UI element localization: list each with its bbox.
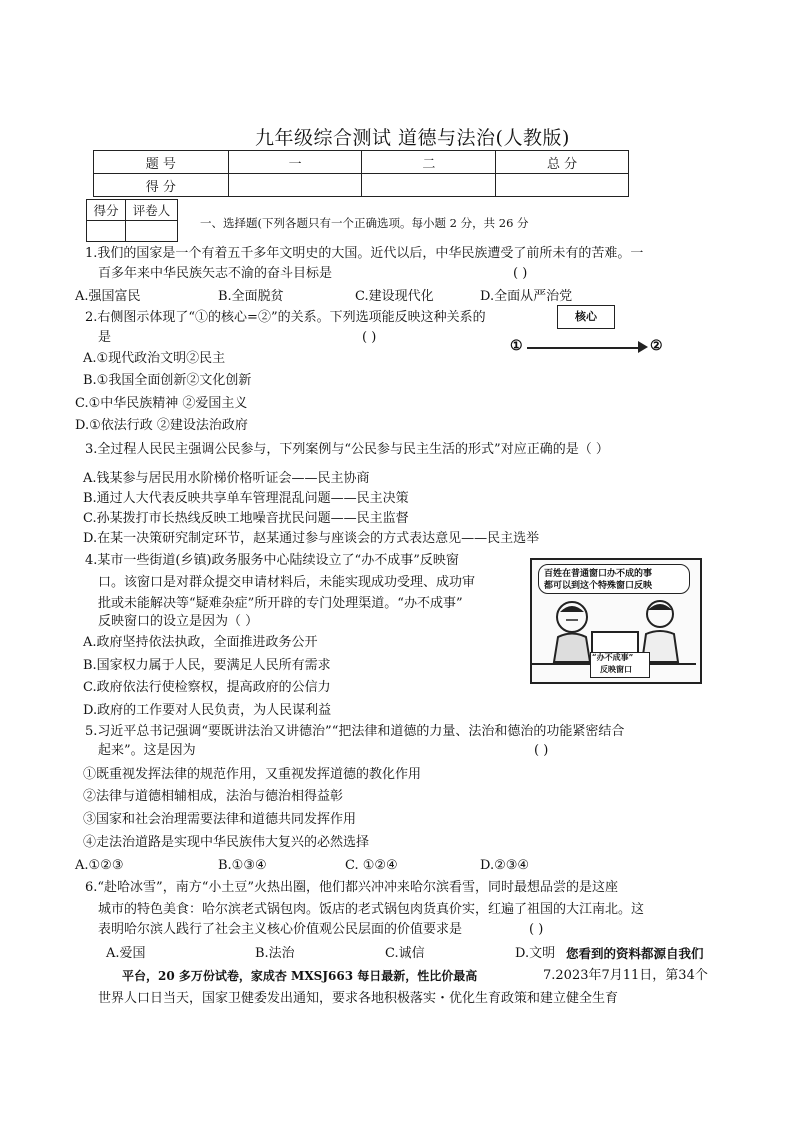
question-text: 表明哈尔滨人践行了社会主义核心价值观公民层面的价值要求是 (98, 922, 463, 937)
question-text: 世界人口日当天，国家卫健委发出通知，要求各地积极落实・优化生育政策和建立健全生育 (98, 991, 619, 1006)
score-cell: 总 分 (496, 151, 629, 174)
statement-item: ④走法治道路是实现中华民族伟大复兴的必然选择 (83, 835, 370, 850)
score-table (93, 150, 629, 197)
cartoon-image (530, 558, 702, 684)
score-cell: 题 号 (94, 151, 229, 174)
option-b: B.通过人大代表反映共享单车管理混乱问题——民主决策 (83, 491, 409, 506)
watermark-text: 平台，20 多万份试卷，家成杏 MXSJ663 每日最新，性比价最高 (122, 969, 478, 983)
answer-paren: ( ) (513, 266, 528, 281)
score-cell: 得 分 (94, 174, 229, 197)
grader-table (86, 199, 178, 242)
watermark-text: 您看到的资料都源自我们 (566, 946, 704, 961)
arrow-head-icon (638, 341, 648, 353)
question-text: 城市的特色美食：哈尔滨老式锅包肉。饭店的老式锅包肉货真价实，红遍了祖国的大江南北。这 (98, 902, 645, 917)
question-text: 5.习近平总书记强调“要既讲法治又讲德治”“把法律和道德的力量、法治和德治的功能紧密结合 (85, 724, 625, 739)
score-input-cell[interactable] (362, 174, 496, 197)
cartoon-caption: 百姓在普通窗口办不成的事 (544, 569, 653, 579)
option-b: B.全面脱贫 (218, 289, 284, 304)
core-relation-diagram (505, 305, 675, 360)
question-text: 百多年来中华民族矢志不渝的奋斗目标是 (98, 266, 333, 281)
cartoon-caption: 都可以到这个特殊窗口反映 (544, 581, 653, 591)
option-d: D.文明 (515, 946, 556, 961)
grader-label-reviewer: 评卷人 (126, 200, 178, 221)
option-c: C.孙某拨打市长热线反映工地噪音扰民问题——民主监督 (83, 511, 409, 526)
option-d: D.在某一决策研究制定环节，赵某通过参与座谈会的方式表达意见——民主选举 (83, 531, 540, 546)
option-a: A.强国富民 (75, 289, 141, 304)
question-text: 3.全过程人民民主强调公民参与，下列案例与“公民参与民主生活的形式”对应正确的是（ ） (85, 442, 609, 457)
statement-item: ③国家和社会治理需要法律和道德共同发挥作用 (83, 812, 357, 827)
question-text: 1.我们的国家是一个有着五千多年文明史的大国。近代以后，中华民族遭受了前所未有的苦难。一 (85, 246, 644, 261)
grader-input-cell[interactable] (87, 221, 126, 242)
score-table-row (94, 174, 629, 197)
arrow-line (527, 347, 642, 349)
diagram-node-1: ① (510, 338, 523, 354)
option-a: A.政府坚持依法执政，全面推进政务公开 (83, 635, 318, 650)
window-sign-text: “办不成事” (592, 652, 634, 662)
question-text: 是 (98, 330, 112, 345)
page-title: 九年级综合测试 道德与法治(人教版) (255, 127, 570, 149)
grader-row (87, 200, 178, 221)
option-c: C.政府依法行使检察权，提高政府的公信力 (83, 680, 331, 695)
option-c: C.建设现代化 (355, 289, 434, 304)
option-b: B.法治 (255, 946, 295, 961)
grader-input-cell[interactable] (126, 221, 178, 242)
option-a: A.爱国 (106, 946, 146, 961)
option-a: A.①现代政治文明②民主 (83, 351, 226, 366)
score-cell: 一 (228, 151, 362, 174)
question-text: 2.右侧图示体现了“①的核心=②”的关系。下列选项能反映这种关系的 (85, 310, 486, 325)
question-text: 批或未能解决等“疑难杂症”所开辟的专门处理渠道。“办不成事” (98, 596, 463, 611)
statement-item: ①既重视发挥法律的规范作用，又重视发挥道德的教化作用 (83, 767, 422, 782)
score-cell: 二 (362, 151, 496, 174)
option-b: B.①③④ (218, 858, 267, 873)
answer-paren: ( ) (529, 922, 544, 937)
grader-label-score: 得分 (87, 200, 126, 221)
option-d: D.①依法行政 ②建设法治政府 (75, 418, 248, 433)
option-c: C.①中华民族精神 ②爱国主义 (75, 396, 248, 411)
option-d: D.②③④ (480, 858, 530, 873)
question-text: 7.2023年7月11日，第34个 (543, 968, 708, 983)
diagram-node-2: ② (650, 338, 663, 354)
score-table-row (94, 151, 629, 174)
option-a: A.钱某参与居民用水阶梯价格听证会——民主协商 (83, 471, 370, 486)
question-text: 起来”。这是因为 (98, 743, 196, 758)
statement-item: ②法律与道德相辅相成，法治与德治相得益彰 (83, 789, 344, 804)
option-b: B.①我国全面创新②文化创新 (83, 373, 252, 388)
score-input-cell[interactable] (228, 174, 362, 197)
score-input-cell[interactable] (496, 174, 629, 197)
core-box: 核心 (557, 305, 615, 329)
window-sign-text: 反映窗口 (600, 664, 632, 674)
answer-paren: ( ) (362, 330, 377, 345)
section-heading: 一、选择题(下列各题只有一个正确选项。每小题 2 分，共 26 分 (200, 216, 529, 230)
question-text: 口。该窗口是对群众提交申请材料后，未能实现成功受理、成功审 (98, 575, 476, 590)
answer-paren: ( ) (534, 743, 549, 758)
option-a: A.①②③ (75, 858, 124, 873)
grader-row (87, 221, 178, 242)
option-d: D.全面从严治党 (480, 289, 573, 304)
option-b: B.国家权力属于人民，要满足人民所有需求 (83, 658, 331, 673)
question-text: 反映窗口的设立是因为（ ） (98, 614, 259, 629)
question-text: 6.“赴哈冰雪”，南方“小土豆”火热出圈，他们都兴冲冲来哈尔滨看雪，同时最想品尝的是这座 (85, 880, 618, 895)
option-c: C. ①②④ (345, 858, 398, 873)
question-text: 4.某市一些街道(乡镇)政务服务中心陆续设立了“办不成事”反映窗 (85, 553, 459, 568)
option-d: D.政府的工作要对人民负责，为人民谋利益 (83, 703, 332, 718)
option-c: C.诚信 (385, 946, 425, 961)
